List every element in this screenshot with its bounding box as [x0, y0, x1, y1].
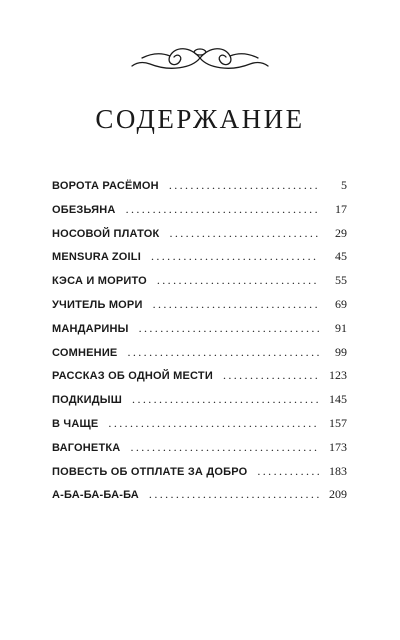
toc-entry [52, 368, 347, 392]
toc-leader-dots [169, 178, 319, 193]
toc-entry [52, 464, 347, 488]
toc-leader-dots [132, 392, 319, 407]
toc-entry [52, 202, 347, 226]
toc-leader-dots [157, 273, 319, 288]
page-title: СОДЕРЖАНИЕ [95, 104, 305, 134]
toc-entry [52, 178, 347, 202]
toc-entry-page-number: 99 [335, 344, 347, 359]
toc-leader-dots [153, 297, 319, 312]
toc-leader-dots [169, 226, 319, 241]
toc-entry-title: В ЧАЩЕ [52, 417, 99, 430]
toc-entry-title: МАНДАРИНЫ [52, 322, 129, 335]
toc-leader-dots [223, 368, 319, 383]
toc-entry-page-number: 145 [329, 392, 347, 407]
toc-entry-title: ПОВЕСТЬ ОБ ОТПЛАТЕ ЗА ДОБРО [52, 465, 248, 478]
toc-entry-page-number: 45 [335, 249, 347, 264]
toc-entry-page-number: 91 [335, 320, 347, 335]
toc-entry-page-number: 209 [329, 487, 347, 502]
toc-entry-title: ПОДКИДЫШ [52, 394, 123, 407]
toc-entry-title: НОСОВОЙ ПЛАТОК [52, 227, 160, 240]
toc-entry-title: РАССКАЗ ОБ ОДНОЙ МЕСТИ [52, 370, 213, 383]
toc-entry-page-number: 17 [335, 201, 347, 216]
toc-entry-title: ВОРОТА РАСЁМОН [52, 180, 159, 192]
toc-entry-title: MENSURA ZOILI [52, 251, 141, 264]
toc-entry-title: ОБЕЗЬЯНА [52, 203, 116, 216]
swirl-ornament-icon [130, 38, 270, 78]
toc-leader-dots [126, 202, 319, 217]
toc-entry-page-number: 29 [335, 225, 347, 240]
toc-leader-dots [127, 345, 319, 360]
toc-entry-title: А-БА-БА-БА-БА [52, 489, 139, 502]
toc-entry-page-number: 5 [341, 178, 347, 192]
toc-entry [52, 440, 347, 464]
toc-entry [52, 392, 347, 416]
toc-entry-title: ВАГОНЕТКА [52, 441, 121, 454]
toc-entry [52, 249, 347, 273]
toc-entry [52, 297, 347, 321]
table-of-contents [52, 178, 347, 511]
toc-entry-title: СОМНЕНИЕ [52, 346, 118, 359]
toc-entry [52, 416, 347, 440]
toc-leader-dots [149, 487, 319, 502]
toc-entry [52, 487, 347, 511]
toc-leader-dots [139, 321, 319, 336]
toc-entry-title: КЭСА И МОРИТО [52, 275, 147, 288]
toc-entry-page-number: 183 [329, 463, 347, 478]
toc-entry [52, 226, 347, 250]
toc-entry [52, 273, 347, 297]
toc-entry-page-number: 55 [335, 273, 347, 288]
toc-entry-page-number: 123 [329, 368, 347, 383]
toc-leader-dots [108, 416, 319, 431]
toc-leader-dots [130, 440, 319, 455]
toc-leader-dots [151, 249, 319, 264]
toc-entry-page-number: 69 [335, 296, 347, 311]
toc-entry [52, 321, 347, 345]
toc-entry [52, 345, 347, 369]
toc-entry-page-number: 173 [329, 439, 347, 454]
toc-leader-dots [257, 464, 319, 479]
toc-entry-page-number: 157 [329, 415, 347, 430]
toc-entry-title: УЧИТЕЛЬ МОРИ [52, 298, 143, 311]
